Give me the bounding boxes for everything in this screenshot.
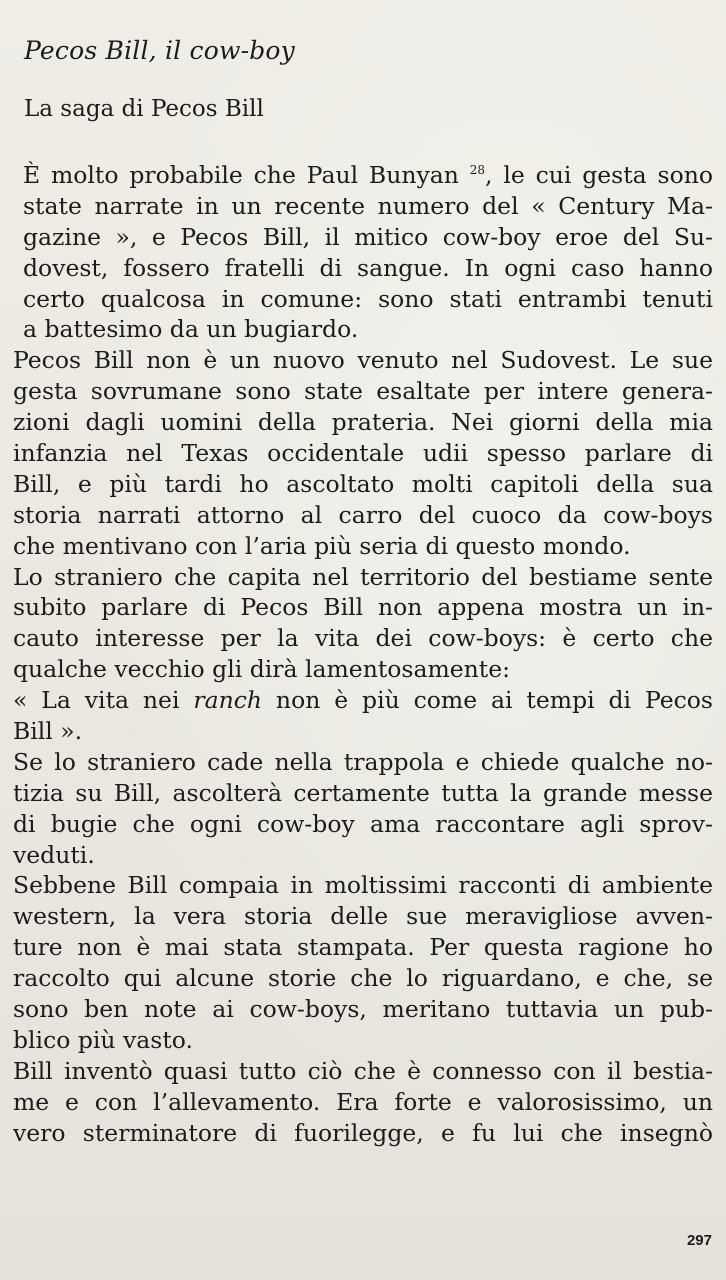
text-line: gesta sovrumane sono state esaltate per intere genera- (13, 377, 713, 406)
text-line: di bugie che ogni cow-boy ama raccontare agli sprov- (13, 809, 713, 838)
text-line: certo qualcosa in comune: sono stati entrambi tenuti (23, 284, 713, 313)
text-line: cauto interesse per la vita dei cow-boys: è certo che (13, 624, 713, 653)
text-line: Bill, e più tardi ho ascoltato molti capitoli della sua (13, 469, 713, 498)
text-line: È molto probabile che Paul Bunyan $^{28}$, le cui gesta sono (23, 161, 713, 189)
text-line: me e con l’allevamento. Era forte e valorosissimo, un (13, 1087, 713, 1116)
text-line: Lo straniero che capita nel territorio del bestiame sente (13, 562, 713, 591)
text-line: ture non è mai stata stampata. Per questa ragione ho (13, 933, 713, 962)
text-line: blico più vasto. (13, 1025, 194, 1054)
text-line: Sebbene Bill compaia in moltissimi racconti di ambiente (13, 871, 713, 900)
footnote-reference: 28 (469, 163, 486, 178)
text-line: vero sterminatore di fuorilegge, e fu lui che insegnò (13, 1118, 713, 1147)
text-line: qualche vecchio gli dirà lamentosamente: (13, 655, 511, 684)
text-line: state narrate in un recente numero del « Century Ma- (23, 191, 713, 220)
text-line: veduti. (13, 840, 95, 869)
text-line: infanzia nel Texas occidentale udii spesso parlare di (13, 439, 713, 468)
italic-word: ranch (193, 686, 263, 715)
text-line: western, la vera storia delle sue meravigliose avven- (13, 902, 713, 931)
running-header: Pecos Bill, il cow-boy (24, 36, 295, 65)
text-line: sono ben note ai cow-boys, meritano tuttavia un pub- (13, 995, 713, 1024)
section-title: La saga di Pecos Bill (24, 96, 264, 122)
text-line: storia narrati attorno al carro del cuoco da cow-boys (13, 500, 713, 529)
text-line: Bill inventò quasi tutto ciò che è connesso con il bestia- (13, 1056, 713, 1085)
body-text (13, 160, 713, 1149)
text-line: che mentivano con l’aria più seria di questo mondo. (13, 531, 631, 560)
text-line: tizia su Bill, ascolterà certamente tutta la grande messe (13, 778, 713, 807)
text-line: « La vita nei ranch non è più come ai tempi di Pecos (13, 686, 713, 715)
text-line: subito parlare di Pecos Bill non appena mostra un in- (13, 593, 713, 622)
text-line: Bill ». (13, 717, 83, 746)
text-line: raccolto qui alcune storie che lo riguardano, e che, se (13, 964, 713, 993)
text-line: a battesimo da un bugiardo. (23, 315, 359, 344)
text-line: Se lo straniero cade nella trappola e chiede qualche no- (13, 747, 713, 776)
text-line: dovest, fossero fratelli di sangue. In ogni caso hanno (23, 253, 713, 282)
text-line: zioni dagli uomini della prateria. Nei giorni della mia (13, 408, 713, 437)
page-number: 297 (686, 1232, 712, 1249)
text-line: Pecos Bill non è un nuovo venuto nel Sudovest. Le sue (13, 346, 713, 375)
text-line: gazine », e Pecos Bill, il mitico cow-boy eroe del Su- (23, 222, 713, 251)
